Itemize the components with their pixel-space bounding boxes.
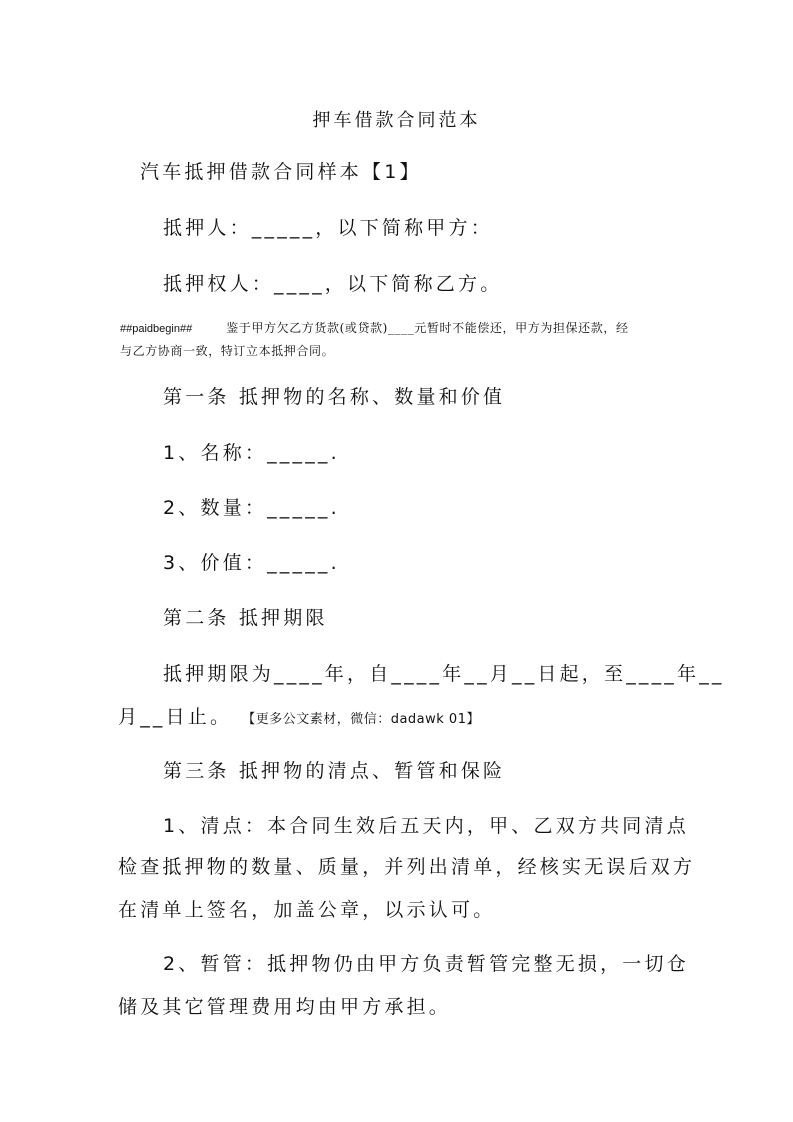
article1-item-value: 3、价值：_____. [163,552,340,574]
article3-p1-line-1: 1、清点：本合同生效后五天内，甲、乙双方共同清点 [163,815,689,837]
article2-line-1: 抵押期限为____年，自____年__月__日起，至____年__ [163,663,725,685]
article1-heading: 第一条 抵押物的名称、数量和价值 [163,386,506,408]
article3-p2-line-1: 2、暂管：抵押物仍由甲方负责暂管完整无损，一切仓 [163,953,689,975]
preamble-line-2: 与乙方协商一致，特订立本抵押合同。 [120,344,335,358]
document-title: 押车借款合同范本 [312,110,481,131]
article3-p1-line-3: 在清单上签名，加盖公章，以示认可。 [118,899,496,921]
party-b-line: 抵押权人：____，以下简称乙方。 [163,273,503,295]
party-a-line: 抵押人：_____，以下简称甲方： [163,217,493,239]
paid-marker: ##paidbegin## [120,323,193,335]
article1-item-name: 1、名称：_____. [163,442,340,464]
article3-p2-line-2: 储及其它管理费用均由甲方承担。 [118,996,452,1018]
article2-line-2-text: 月__日止。 [118,706,233,728]
preamble-line-1 [120,320,629,337]
article3-heading: 第三条 抵押物的清点、暂管和保险 [163,760,506,782]
article3-p1-line-2: 检查抵押物的数量、质量，并列出清单，经核实无误后双方 [118,856,696,878]
preamble-text-1: 鉴于甲方欠乙方货款(或贷款)____元暂时不能偿还，甲方为担保还款，经 [226,321,629,335]
article1-item-quantity: 2、数量：_____. [163,497,340,519]
article2-line-2 [118,705,480,732]
article2-heading: 第二条 抵押期限 [163,607,328,629]
sample-heading: 汽车抵押借款合同样本【1】 [140,161,422,183]
promo-note: 【更多公文素材，微信：dadawk 01】 [242,712,480,727]
